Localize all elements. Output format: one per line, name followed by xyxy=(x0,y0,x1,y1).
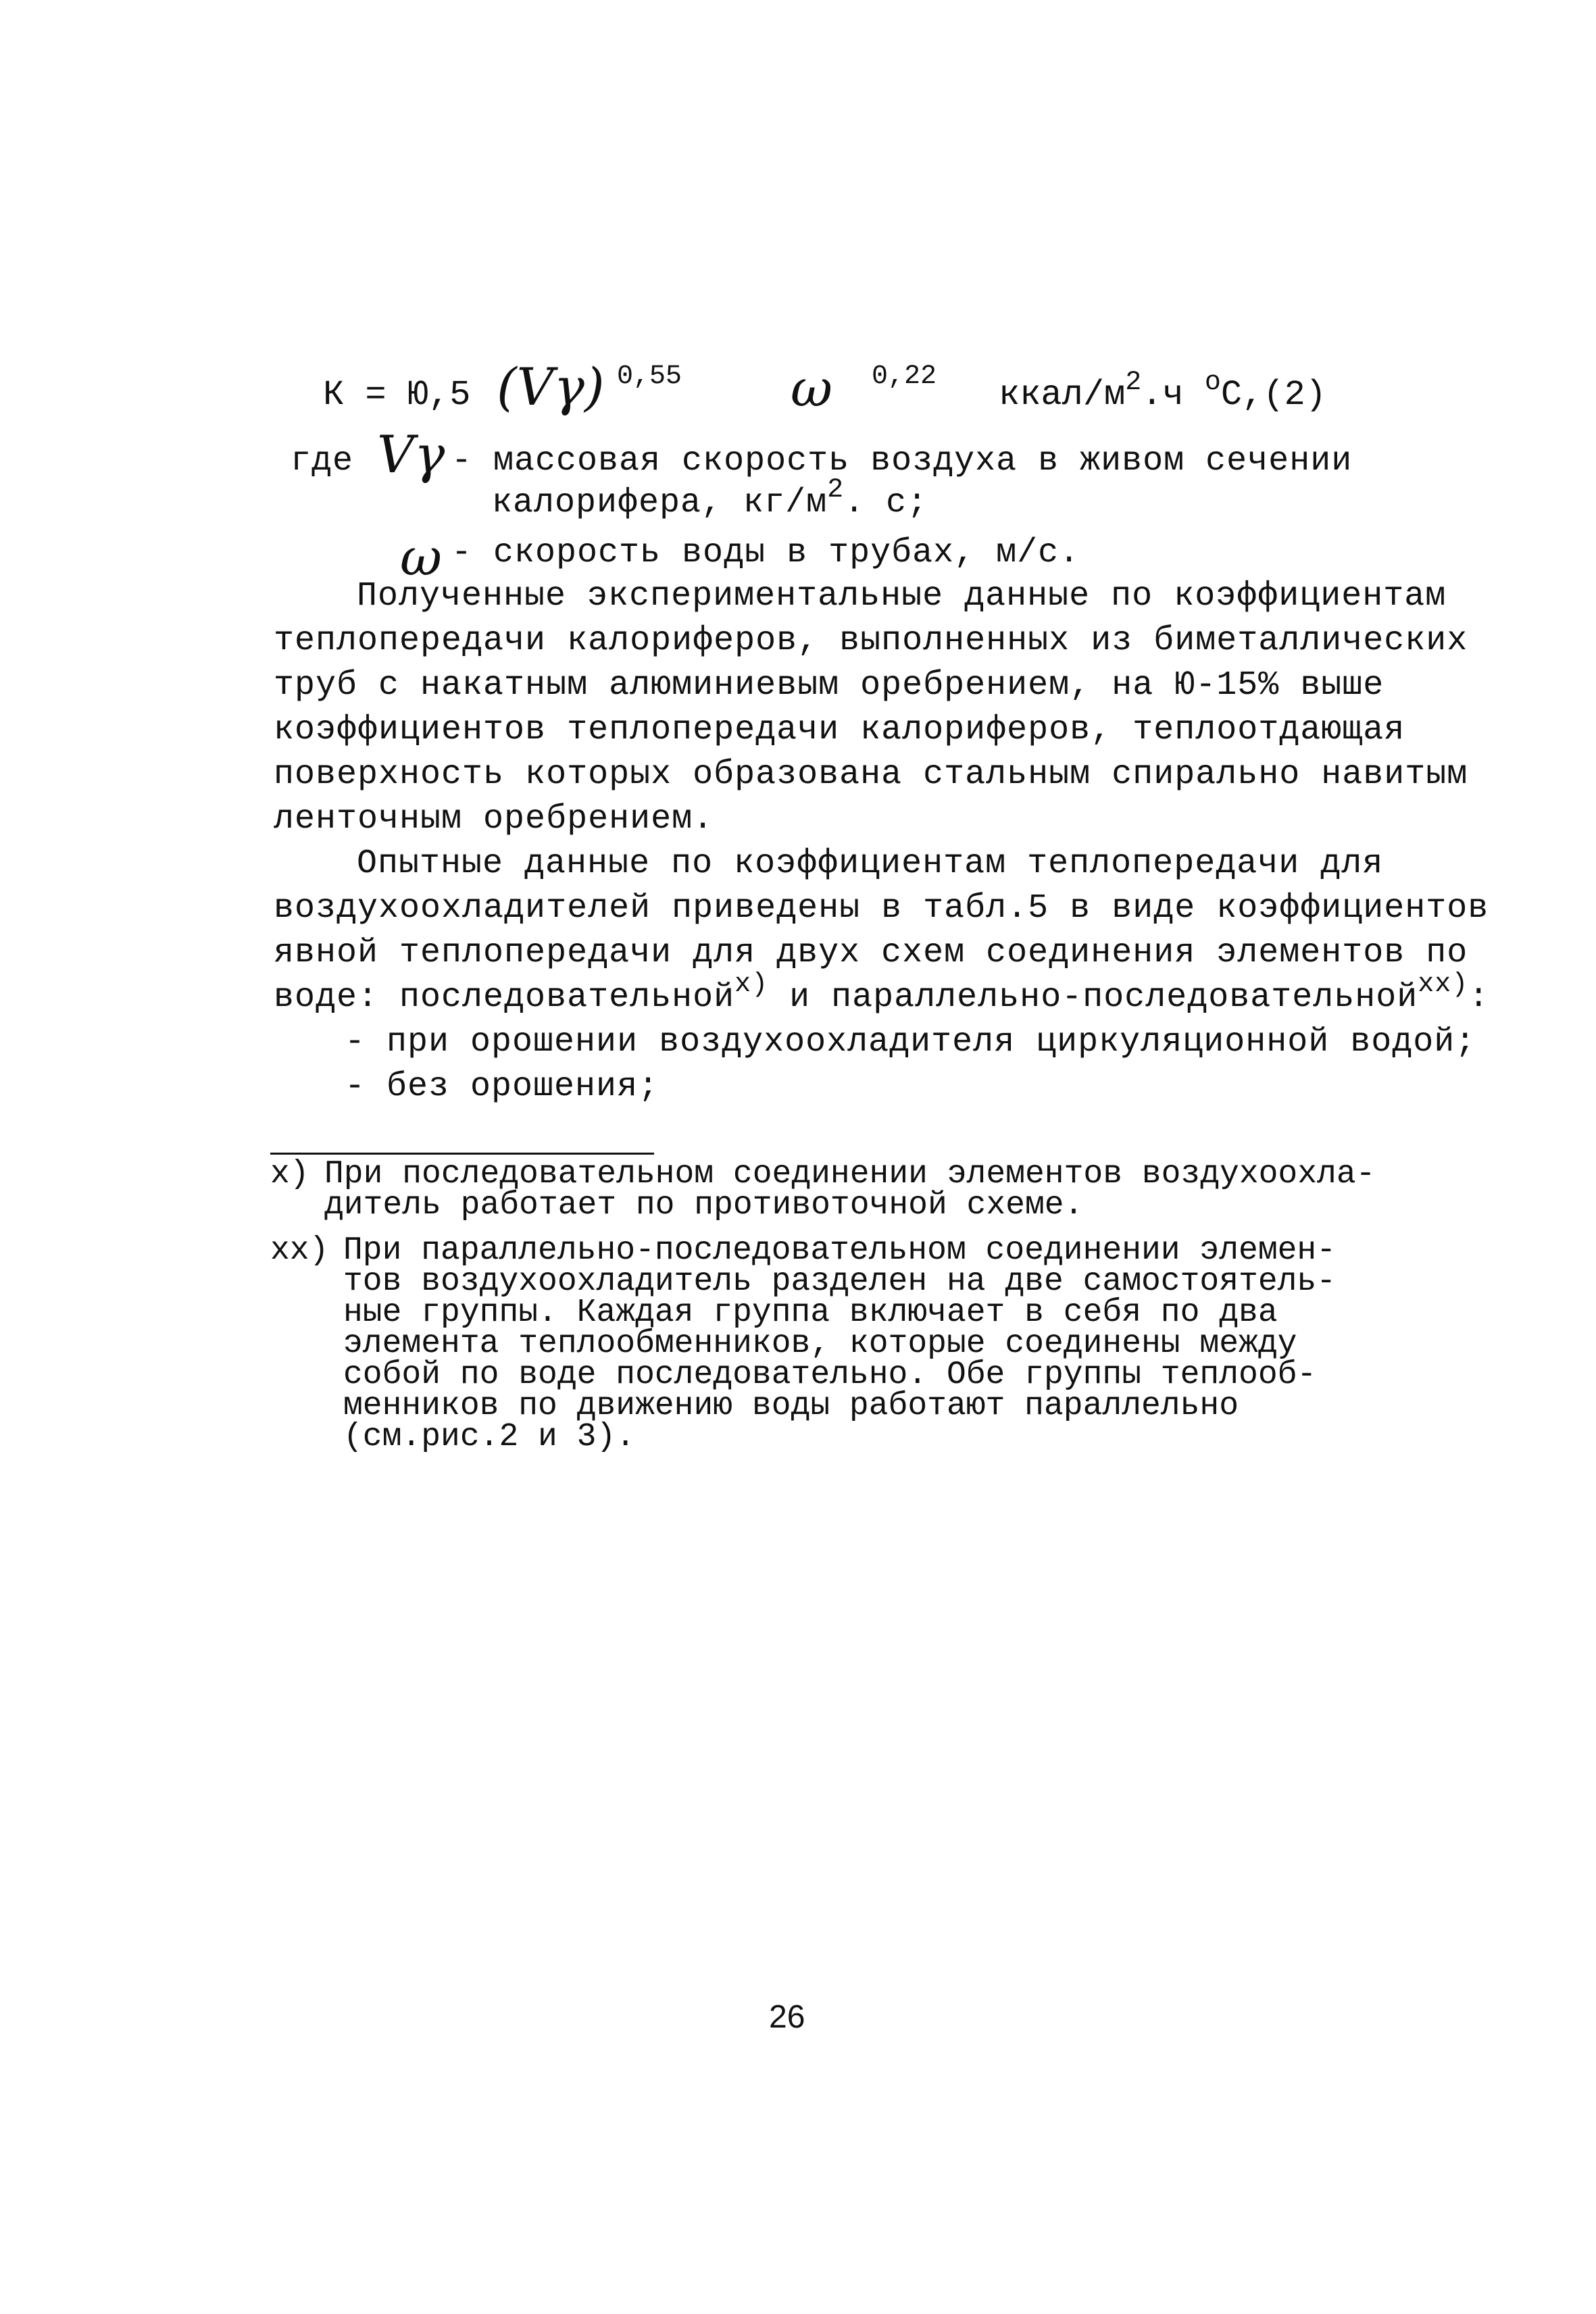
page-number: 26 xyxy=(769,1999,805,2035)
paragraph-2-line-4-end: : xyxy=(1468,978,1490,1017)
units-end: С,(2) xyxy=(1220,375,1326,415)
paragraph-1-line-5: поверхность которых образована стальным спирально навитым xyxy=(274,755,1468,794)
footnote-2-line-6: менников по движению воды работают параллельно xyxy=(343,1388,1239,1424)
definition-vy-symbol: Vγ xyxy=(377,424,445,484)
footnote-2-line-4: элемента теплообменников, которые соединены между xyxy=(343,1326,1297,1362)
units-superscript: 2 xyxy=(1125,368,1142,398)
definition-vy-line-1: - массовая скорость воздуха в живом сечении xyxy=(451,442,1353,480)
footnote-mark-2: хх) xyxy=(270,1232,329,1269)
degree-superscript: о xyxy=(1204,368,1221,398)
paragraph-1-line-4: коэффициентов теплопередачи калориферов, теплоотдающая xyxy=(274,711,1405,749)
paragraph-1-line-1: Полученные экспериментальные данные по коэффициентам xyxy=(357,577,1447,615)
omega-symbol: ω xyxy=(791,358,832,418)
formula-exponent-1: 0,55 xyxy=(617,361,682,392)
paragraph-2-line-4 xyxy=(274,970,1490,1022)
definition-vy-superscript: 2 xyxy=(827,475,845,505)
formula-vy: (Vγ) xyxy=(497,357,605,417)
footnote-2-line-2: тов воздухоохладитель разделен на две самостоятель- xyxy=(343,1263,1337,1300)
definition-omega-symbol: ω xyxy=(400,527,442,587)
list-item: - при орошении воздухоохладителя циркуляционной водой; xyxy=(345,1023,1476,1061)
footnote-ref-1: х) xyxy=(734,970,769,1000)
footnote-1-line-1: При последовательном соединении элементов воздухоохла- xyxy=(324,1156,1376,1192)
paragraph-1-line-2: теплопередачи калориферов, выполненных из биметаллических xyxy=(274,622,1468,660)
footnote-2-line-1: При параллельно-последовательном соединении элемен- xyxy=(343,1232,1337,1269)
paragraph-2-line-4-text: воде: последовательной xyxy=(274,978,735,1017)
footnote-ref-2: хх) xyxy=(1418,970,1469,1000)
paragraph-1-line-6: ленточным оребрением. xyxy=(274,800,714,838)
units-mid: .ч xyxy=(1141,375,1205,415)
definition-vy-line-2-end: . с; xyxy=(844,484,928,522)
footnote-2-line-3: ные группы. Каждая группа включает в себя по два xyxy=(343,1294,1278,1331)
paragraph-2-line-4-middle: и параллельно-последовательной xyxy=(768,978,1418,1017)
paragraph-1-line-3: труб с накатным алюминиевым оребрением, на Ю-15% выше xyxy=(274,666,1385,705)
definition-where-label: где xyxy=(291,442,354,480)
definition-vy-line-2-text: калорифера, кг/м xyxy=(492,484,828,522)
footnote-1-line-2: дитель работает по противоточной схеме. xyxy=(324,1187,1084,1224)
footnote-separator xyxy=(270,1153,654,1155)
footnote-mark-1: х) xyxy=(270,1156,309,1192)
formula-2 xyxy=(0,0,1596,473)
paragraph-2-line-3: явной теплопередачи для двух схем соединения элементов по xyxy=(274,934,1468,972)
definition-vy-line-2 xyxy=(492,475,928,528)
formula-units xyxy=(999,368,1326,415)
list-item: - без орошения; xyxy=(345,1067,659,1106)
formula-exponent-2: 0,22 xyxy=(872,361,937,392)
paragraph-2-line-1: Опытные данные по коэффициентам теплопередачи для xyxy=(357,845,1384,883)
footnote-2-line-5: собой по воде последовательно. Обе группы теплооб- xyxy=(343,1357,1317,1393)
formula-k: К = Ю,5 xyxy=(323,375,471,415)
footnote-2-line-7: (см.рис.2 и 3). xyxy=(343,1419,636,1455)
definition-omega-line: - скорость воды в трубах, м/с. xyxy=(451,534,1080,572)
paragraph-2-line-2: воздухоохладителей приведены в табл.5 в виде коэффициентов xyxy=(274,889,1489,928)
units-text: ккал/м xyxy=(999,375,1126,415)
